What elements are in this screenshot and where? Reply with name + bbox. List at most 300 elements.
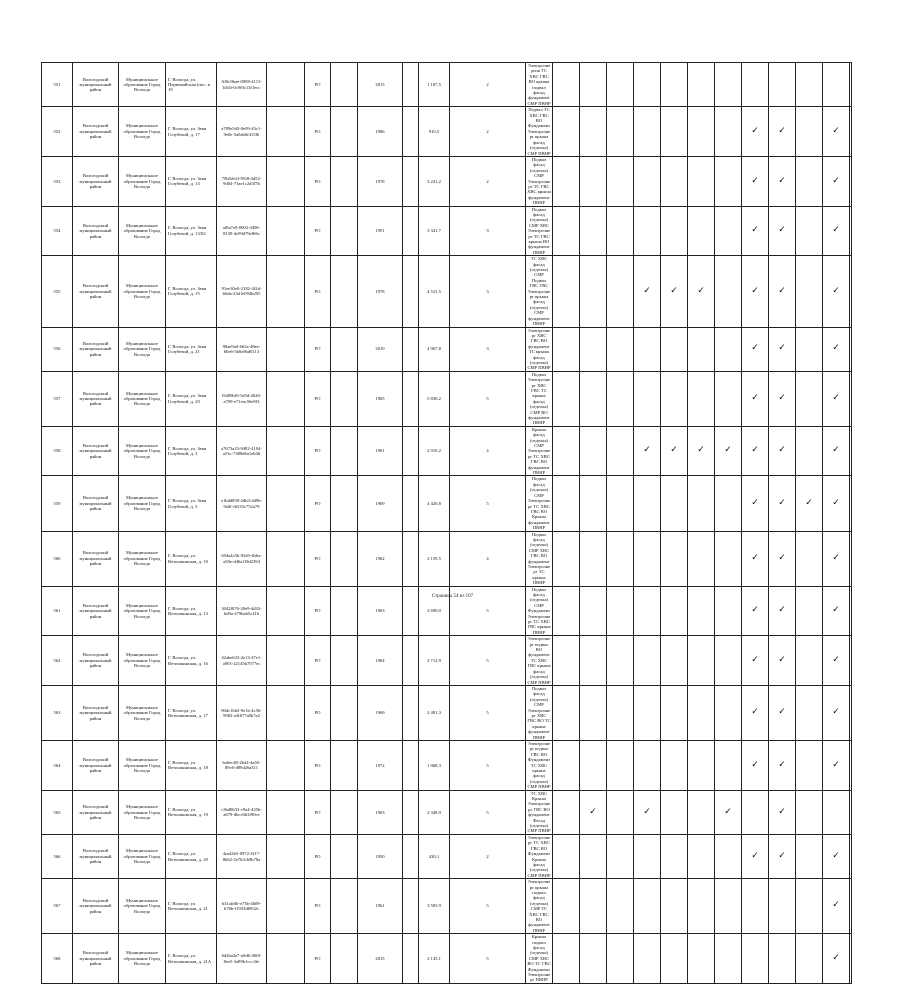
- empty-check-cell: [553, 834, 580, 878]
- fias-code-cell: 79b02e2f-95f8-4d52-9d04-71ae1c2d3f7b: [217, 156, 267, 206]
- empty-cell: [403, 107, 419, 157]
- table-body: [42, 63, 852, 984]
- area-cell: 3 505,9: [419, 879, 450, 934]
- empty-check-cell: [688, 636, 715, 686]
- checkmark-icon: ✓: [742, 685, 769, 740]
- checkmark-icon: ✓: [580, 790, 607, 834]
- empty-check-cell: [553, 206, 580, 256]
- empty-cell: [331, 476, 358, 531]
- year-cell: 2015: [358, 63, 403, 107]
- empty-check-cell: [580, 636, 607, 686]
- checkmark-icon: ✓: [634, 256, 661, 327]
- empty-check-cell: [823, 63, 850, 107]
- empty-check-cell: [661, 934, 688, 984]
- empty-check-cell: [688, 156, 715, 206]
- empty-cell: [331, 206, 358, 256]
- table-row: [42, 790, 852, 834]
- district-cell: Вологодский муниципальный район: [73, 740, 119, 790]
- address-cell: Г. Вологда, ул. Зеки Голубевой, д. 17: [166, 107, 217, 157]
- empty-cell: [267, 371, 305, 426]
- checkmark-icon: [850, 371, 852, 426]
- empty-check-cell: [796, 371, 823, 426]
- empty-check-cell: [580, 206, 607, 256]
- row-number-cell: 567: [42, 879, 73, 934]
- checkmark-icon: [850, 879, 852, 934]
- empty-check-cell: [715, 107, 742, 157]
- municipality-cell: Муниципальное образование Город Вологда: [119, 531, 166, 586]
- empty-cell: [331, 371, 358, 426]
- empty-cell: [331, 879, 358, 934]
- address-cell: Г. Вологда, ул. Зеки Голубевой, д. 5: [166, 476, 217, 531]
- empty-check-cell: [580, 476, 607, 531]
- empty-cell: [331, 426, 358, 476]
- empty-check-cell: [607, 206, 634, 256]
- year-cell: 1963: [358, 586, 403, 636]
- checkmark-icon: [850, 107, 852, 157]
- empty-cell: [403, 879, 419, 934]
- empty-check-cell: [580, 685, 607, 740]
- checkmark-icon: ✓: [769, 685, 796, 740]
- management-type-cell: РО: [305, 476, 331, 531]
- floors-cell: 5: [450, 740, 526, 790]
- floors-cell: 3: [450, 327, 526, 371]
- year-cell: 1961: [358, 426, 403, 476]
- empty-cell: [267, 256, 305, 327]
- empty-cell: [403, 834, 419, 878]
- empty-cell: [403, 476, 419, 531]
- district-cell: Вологодский муниципальный район: [73, 256, 119, 327]
- empty-cell: [267, 63, 305, 107]
- empty-check-cell: [796, 790, 823, 834]
- floors-cell: 5: [450, 476, 526, 531]
- empty-check-cell: [580, 371, 607, 426]
- empty-check-cell: [661, 636, 688, 686]
- row-number-cell: 553: [42, 156, 73, 206]
- address-cell: Г. Вологда, ул. Ветошкинская, д. 19: [166, 790, 217, 834]
- empty-check-cell: [553, 256, 580, 327]
- empty-check-cell: [661, 685, 688, 740]
- empty-check-cell: [796, 63, 823, 107]
- checkmark-icon: ✓: [823, 834, 850, 878]
- row-number-cell: 559: [42, 476, 73, 531]
- area-cell: 2 910,2: [419, 426, 450, 476]
- floors-cell: 2: [450, 156, 526, 206]
- works-list-cell: Электроэнерг крыша подвал фасад (отделка) СМР ТС ХВС ГВС ВО фундамент ПВНР: [526, 879, 553, 934]
- works-list-cell: Электроэнерг ХВС ГВС ВО фундамент ТС крыша фасад (отделка) СМР ПВНР: [527, 327, 551, 371]
- works-list-cell: Подвал фасад (отделка) СМР ХВС ГВС ВО фундамент Электроэнерг ТС крыша ПВНР: [526, 531, 553, 586]
- address-cell: Г. Вологда, ул. Ветошкинская, д. 21А: [166, 934, 217, 984]
- district-cell: Вологодский муниципальный район: [73, 531, 119, 586]
- checkmark-icon: ✓: [742, 636, 769, 686]
- floors-cell: 4: [450, 531, 526, 586]
- row-number-cell: 565: [42, 790, 73, 834]
- checkmark-icon: ✓: [769, 531, 796, 586]
- floors-cell: 5: [450, 371, 526, 426]
- empty-check-cell: [661, 531, 688, 586]
- table-row: [42, 879, 852, 934]
- empty-check-cell: [607, 156, 634, 206]
- fias-code-cell: 42abe623-2e13-47e1-a901-22145b7077ec: [217, 636, 267, 686]
- empty-check-cell: [634, 476, 661, 531]
- address-cell: Г. Вологда, ул. Зеки Голубевой, д. 3: [166, 426, 217, 476]
- empty-cell: [267, 531, 305, 586]
- checkmark-icon: ✓: [769, 156, 796, 206]
- empty-check-cell: [688, 327, 715, 371]
- address-cell: Г. Вологда, ул. Ветошкинская, д. 13: [166, 586, 217, 636]
- empty-check-cell: [580, 327, 607, 371]
- empty-check-cell: [661, 156, 688, 206]
- empty-check-cell: [688, 206, 715, 256]
- fias-code-cell: 6d2ba2e7-a0d6-40f0-8ee5-3a89b1ccc3fe: [217, 934, 267, 984]
- empty-cell: [403, 636, 419, 686]
- empty-check-cell: [553, 685, 580, 740]
- management-type-cell: РО: [305, 371, 331, 426]
- municipality-cell: Муниципальное образование Город Вологда: [119, 879, 166, 934]
- year-cell: 2010: [358, 327, 403, 371]
- checkmark-icon: ✓: [769, 586, 796, 636]
- empty-check-cell: [607, 426, 634, 476]
- district-cell: Вологодский муниципальный район: [73, 879, 119, 934]
- management-type-cell: РО: [305, 107, 331, 157]
- checkmark-icon: ✓: [769, 636, 796, 686]
- area-cell: 2 348,9: [419, 790, 450, 834]
- year-cell: 1978: [358, 256, 403, 327]
- checkmark-icon: ✓: [688, 256, 715, 327]
- empty-cell: [403, 740, 419, 790]
- address-cell: Г. Вологда, ул. Зеки Голубевой, д. 15: [166, 256, 217, 327]
- empty-check-cell: [580, 156, 607, 206]
- area-cell: 910,5: [419, 107, 450, 157]
- district-cell: Вологодский муниципальный район: [73, 156, 119, 206]
- empty-check-cell: [715, 531, 742, 586]
- district-cell: Вологодский муниципальный район: [73, 476, 119, 531]
- empty-check-cell: [688, 740, 715, 790]
- empty-check-cell: [580, 63, 607, 107]
- empty-check-cell: [607, 879, 634, 934]
- empty-check-cell: [661, 740, 688, 790]
- municipality-cell: Муниципальное образование Город Вологда: [119, 107, 166, 157]
- fias-code-cell: b31afdfb-e73b-4b09-b76b-f1933d6932c: [217, 879, 267, 934]
- empty-check-cell: [661, 834, 688, 878]
- year-cell: 2015: [358, 934, 403, 984]
- table-row: [42, 63, 852, 107]
- fias-code-cell: e1bdd839-2db3-4d9b-9a0f-fb533c752a79: [217, 476, 267, 531]
- empty-check-cell: [553, 740, 580, 790]
- municipality-cell: Муниципальное образование Город Вологда: [119, 256, 166, 327]
- checkmark-icon: ✓: [769, 206, 796, 256]
- year-cell: 1991: [358, 206, 403, 256]
- empty-check-cell: [742, 879, 769, 934]
- municipality-cell: Муниципальное образование Город Вологда: [119, 426, 166, 476]
- municipality-cell: Муниципальное образование Город Вологда: [119, 740, 166, 790]
- empty-check-cell: [580, 107, 607, 157]
- empty-check-cell: [715, 879, 742, 934]
- management-type-cell: РО: [305, 426, 331, 476]
- empty-cell: [403, 531, 419, 586]
- empty-check-cell: [661, 371, 688, 426]
- area-cell: 4 420,8: [419, 476, 450, 531]
- empty-check-cell: [769, 934, 796, 984]
- empty-check-cell: [607, 740, 634, 790]
- fias-code-cell: 3042f076-20e9-4d32-bd9a-279bab5c41b: [217, 586, 267, 636]
- empty-check-cell: [715, 740, 742, 790]
- fias-code-cell: a789e5d3-0e09-43c1-9e0e-5a0ab6f415f6: [217, 107, 267, 157]
- checkmark-icon: [850, 790, 852, 834]
- table-row: [42, 107, 852, 157]
- checkmark-icon: ✓: [823, 586, 850, 636]
- district-cell: Вологодский муниципальный район: [73, 790, 119, 834]
- table-row: [42, 327, 852, 371]
- district-cell: Вологодский муниципальный район: [73, 327, 119, 371]
- works-list-cell: Крыша фасад (отделка) СМР Электроэнерг ТС ХВС ГВС ВО фундамент ПВНР: [526, 426, 553, 476]
- works-list-cell: Электроэнергия ТС ХВС ГВС ВО крыша подвал фасад фундамент СМР ПВНР: [527, 63, 551, 106]
- checkmark-icon: ✓: [634, 426, 661, 476]
- district-cell: Вологодский муниципальный район: [73, 586, 119, 636]
- row-number-cell: 551: [42, 63, 73, 107]
- checkmark-icon: ✓: [823, 636, 850, 686]
- empty-check-cell: [661, 63, 688, 107]
- floors-cell: 5: [450, 636, 526, 686]
- address-cell: Г. Вологда, ул. Ветошкинская, д. 17: [166, 685, 217, 740]
- checkmark-icon: ✓: [661, 426, 688, 476]
- empty-check-cell: [796, 327, 823, 371]
- management-type-cell: РО: [305, 586, 331, 636]
- empty-check-cell: [553, 63, 580, 107]
- table-row: [42, 834, 852, 878]
- checkmark-icon: ✓: [769, 107, 796, 157]
- checkmark-icon: ✓: [742, 531, 769, 586]
- fias-code-cell: 694a4c5b-93a9-4b6a-a58e-d46a1f9d2394: [217, 531, 267, 586]
- checkmark-icon: ✓: [769, 790, 796, 834]
- empty-check-cell: [661, 206, 688, 256]
- empty-cell: [331, 107, 358, 157]
- municipality-cell: Муниципальное образование Город Вологда: [119, 371, 166, 426]
- management-type-cell: РО: [305, 834, 331, 878]
- works-list-cell: Подвал фасад (отделка) СМР Электроэнерг ТС ГВС ХВС крыша фундамент ПВНР: [527, 156, 551, 206]
- works-list-cell: Электроэнерг ТС ХВС ГВС ВО Фундамент Крыша фасад (отделка) СМР ПВНР: [527, 834, 551, 878]
- checkmark-icon: ✓: [742, 206, 769, 256]
- empty-cell: [267, 156, 305, 206]
- empty-cell: [331, 740, 358, 790]
- floors-cell: 5: [450, 879, 526, 934]
- works-list-cell: Крыша подвал фасад (отделка) СМР ХВС ВО ТС ГВС Фундамент Электроэнерг ПВНР: [527, 934, 551, 983]
- checkmark-icon: ✓: [823, 740, 850, 790]
- empty-check-cell: [688, 531, 715, 586]
- empty-cell: [267, 790, 305, 834]
- municipality-cell: Муниципальное образование Город Вологда: [119, 206, 166, 256]
- empty-cell: [331, 636, 358, 686]
- empty-check-cell: [661, 790, 688, 834]
- district-cell: Вологодский муниципальный район: [73, 426, 119, 476]
- empty-check-cell: [634, 834, 661, 878]
- works-list-cell: Подвал фасад (отделка) СМР Электроэнерг ТС ХВС ГВС ВО Крыша фундамент ПВНР: [526, 476, 553, 531]
- works-list-cell: Электроэнерг подвал ГВС ВО Фундамент ТС ХВС крыша фасад (отделка) СМР ПВНР: [527, 740, 551, 790]
- year-cell: 1965: [358, 371, 403, 426]
- area-cell: 2 145,1: [419, 934, 450, 984]
- empty-check-cell: [796, 879, 823, 934]
- address-cell: Г. Вологда, ул. Ветошкинская, д. 18: [166, 740, 217, 790]
- empty-check-cell: [553, 879, 580, 934]
- empty-cell: [331, 156, 358, 206]
- floors-cell: 5: [450, 685, 526, 740]
- municipality-cell: Муниципальное образование Город Вологда: [119, 476, 166, 531]
- checkmark-icon: ✓: [823, 685, 850, 740]
- management-type-cell: РО: [305, 879, 331, 934]
- municipality-cell: Муниципальное образование Город Вологда: [119, 934, 166, 984]
- management-type-cell: РО: [305, 740, 331, 790]
- row-number-cell: 562: [42, 636, 73, 686]
- empty-cell: [331, 256, 358, 327]
- empty-check-cell: [769, 63, 796, 107]
- empty-check-cell: [634, 156, 661, 206]
- municipality-cell: Муниципальное образование Город Вологда: [119, 834, 166, 878]
- district-cell: Вологодский муниципальный район: [73, 206, 119, 256]
- empty-cell: [331, 685, 358, 740]
- empty-check-cell: [796, 685, 823, 740]
- empty-cell: [331, 934, 358, 984]
- checkmark-icon: ✓: [823, 934, 850, 984]
- year-cell: 1978: [358, 156, 403, 206]
- address-cell: Г. Вологда, ул. Зеки Голубевой, д. 13: [166, 156, 217, 206]
- floors-cell: 5: [450, 934, 526, 984]
- checkmark-icon: ✓: [742, 740, 769, 790]
- empty-check-cell: [715, 636, 742, 686]
- management-type-cell: РО: [305, 685, 331, 740]
- empty-check-cell: [796, 107, 823, 157]
- area-cell: 4 531,5: [419, 256, 450, 327]
- checkmark-icon: ✓: [823, 206, 850, 256]
- empty-check-cell: [634, 63, 661, 107]
- empty-cell: [267, 107, 305, 157]
- checkmark-icon: ✓: [823, 371, 850, 426]
- row-number-cell: 560: [42, 531, 73, 586]
- area-cell: 2 690,0: [419, 586, 450, 636]
- checkmark-icon: [850, 206, 852, 256]
- area-cell: 3 341,7: [419, 206, 450, 256]
- checkmark-icon: ✓: [661, 256, 688, 327]
- empty-check-cell: [553, 156, 580, 206]
- municipality-cell: Муниципальное образование Город Вологда: [119, 790, 166, 834]
- floors-cell: 2: [450, 107, 526, 157]
- empty-check-cell: [553, 327, 580, 371]
- address-cell: Г. Вологда, ул. Зеки Голубевой, д. 21: [166, 327, 217, 371]
- empty-check-cell: [607, 531, 634, 586]
- checkmark-icon: [850, 63, 852, 107]
- empty-check-cell: [688, 63, 715, 107]
- row-number-cell: 555: [42, 256, 73, 327]
- empty-cell: [403, 327, 419, 371]
- works-list-cell: Подвал ТС ХВС ГВС ВО Фундамент Электроэнерг крыша фасад (отделка) СМР ПВНР: [527, 107, 551, 156]
- address-cell: Г. Вологда, ул. Ветошкинская, д. 16: [166, 636, 217, 686]
- table-row: [42, 426, 852, 476]
- empty-check-cell: [796, 206, 823, 256]
- empty-check-cell: [796, 636, 823, 686]
- table-row: [42, 476, 852, 531]
- empty-check-cell: [553, 636, 580, 686]
- management-type-cell: РО: [305, 63, 331, 107]
- fias-code-cell: 91ee30e0-2182-4f2d-b6da-23d1e094b295: [217, 256, 267, 327]
- checkmark-icon: ✓: [769, 476, 796, 531]
- empty-cell: [267, 206, 305, 256]
- area-cell: 3 241,2: [419, 156, 450, 206]
- empty-check-cell: [607, 934, 634, 984]
- checkmark-icon: [850, 740, 852, 790]
- works-list-cell: Подвал фасад (отделка) СМР ХВС Электроэнерг ТС ГВС крыша ВО фундамент ПВНР: [526, 206, 553, 256]
- municipality-cell: Муниципальное образование Город Вологда: [119, 156, 166, 206]
- empty-cell: [403, 685, 419, 740]
- fias-code-cell: a7673a23-9482-4194-a53c-7388d6a1eb46: [217, 426, 267, 476]
- table-row: [42, 206, 852, 256]
- empty-check-cell: [688, 790, 715, 834]
- empty-check-cell: [634, 206, 661, 256]
- row-number-cell: 552: [42, 107, 73, 157]
- empty-check-cell: [634, 879, 661, 934]
- empty-check-cell: [553, 531, 580, 586]
- works-list-cell: Подвал фасад (отделка) СМР Электроэнерг ХВС ГВС ВО ТС крыша фундамент ПВНР: [527, 685, 551, 740]
- empty-check-cell: [607, 476, 634, 531]
- empty-cell: [267, 834, 305, 878]
- table-row: [42, 636, 852, 686]
- floors-cell: 3: [450, 206, 526, 256]
- empty-check-cell: [715, 327, 742, 371]
- empty-check-cell: [715, 156, 742, 206]
- empty-check-cell: [607, 636, 634, 686]
- checkmark-icon: ✓: [742, 476, 769, 531]
- empty-check-cell: [580, 879, 607, 934]
- checkmark-icon: ✓: [742, 834, 769, 878]
- works-list-cell: ТС ХВС Крыша Электроэнерг ГВС ВО фундамент Фасад (отделка) СМР ПВНР: [527, 790, 551, 834]
- works-list-cell: ТС ХВС фасад (отделка) СМР Подвал ГВС ТВС Электроэнерг крыша фасад (отделка) СМР фундамент ПВНР: [526, 256, 553, 327]
- checkmark-icon: ✓: [769, 256, 796, 327]
- empty-cell: [331, 327, 358, 371]
- fias-code-cell: f5d09bf0-5a9d-4626-a709-e71eac56e9f3: [217, 371, 267, 426]
- checkmark-icon: ✓: [634, 790, 661, 834]
- address-cell: Г. Вологда, ул. Зеки Голубевой, д. 13/02: [166, 206, 217, 256]
- area-cell: 2 139,5: [419, 531, 450, 586]
- area-cell: 2 712,9: [419, 636, 450, 686]
- management-type-cell: РО: [305, 156, 331, 206]
- works-list-cell: Подвал Электроэнерг ХВС ГВС ТС крыша фасад (отделка) СМР ВО фундамент ПВНР: [526, 371, 553, 426]
- empty-check-cell: [553, 426, 580, 476]
- empty-check-cell: [715, 256, 742, 327]
- checkmark-icon: ✓: [823, 531, 850, 586]
- floors-cell: 2: [450, 834, 526, 878]
- area-cell: 4 967,8: [419, 327, 450, 371]
- checkmark-icon: [850, 156, 852, 206]
- empty-check-cell: [580, 740, 607, 790]
- fias-code-cell: c3bd8633-c9a4-425b-a679-dbcc6b3f90ce: [217, 790, 267, 834]
- empty-check-cell: [796, 426, 823, 476]
- checkmark-icon: [850, 531, 852, 586]
- checkmark-icon: [850, 636, 852, 686]
- district-cell: Вологодский муниципальный район: [73, 685, 119, 740]
- checkmark-icon: ✓: [823, 107, 850, 157]
- fias-code-cell: ba6ec48-2b44-4a50-89c6-d89d26a311: [217, 740, 267, 790]
- checkmark-icon: ✓: [769, 834, 796, 878]
- empty-check-cell: [580, 531, 607, 586]
- checkmark-icon: ✓: [823, 156, 850, 206]
- management-type-cell: РО: [305, 636, 331, 686]
- empty-check-cell: [607, 834, 634, 878]
- empty-check-cell: [607, 107, 634, 157]
- district-cell: Вологодский муниципальный район: [73, 107, 119, 157]
- address-cell: Г. Вологда, ул. Зеки Голубевой, д. 29: [166, 371, 217, 426]
- empty-check-cell: [553, 107, 580, 157]
- empty-check-cell: [580, 256, 607, 327]
- checkmark-icon: ✓: [823, 426, 850, 476]
- checkmark-icon: [850, 685, 852, 740]
- empty-check-cell: [553, 790, 580, 834]
